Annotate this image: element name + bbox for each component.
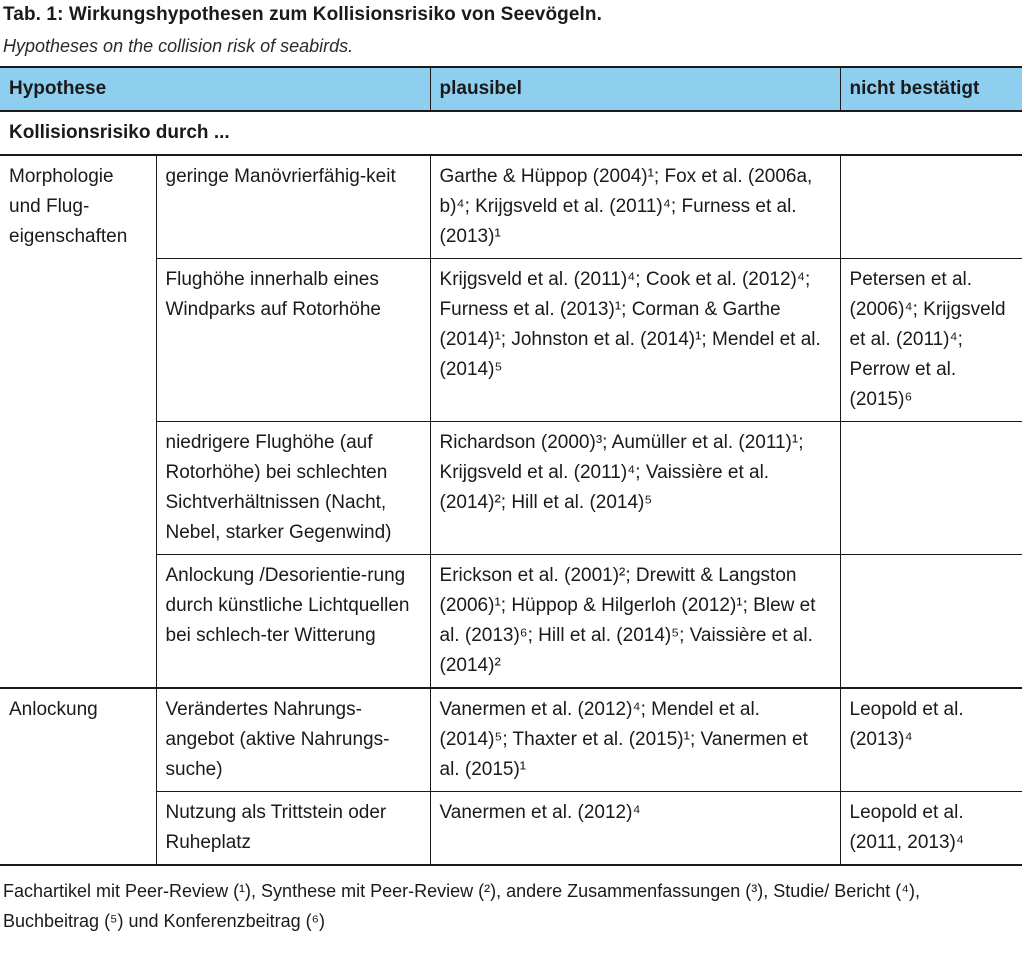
hypothesis-cell: Verändertes Nahrungs-angebot (aktive Nahrungs-suche) [156,688,430,792]
not-confirmed-cell: Petersen et al. (2006)⁴; Krijgsveld et al. (2011)⁴; Perrow et al. (2015)⁶ [840,259,1022,422]
hypothesis-cell: Anlockung /Desorientie-rung durch künstliche Lichtquellen bei schlech-ter Witterung [156,555,430,689]
hypotheses-table [0,66,1022,866]
table-footnote: Fachartikel mit Peer-Review (¹), Synthese mit Peer-Review (²), andere Zusammenfassungen (³), Studie/ Bericht (⁴), Buchbeitrag (⁵) und Konferenzbeitrag (⁶) [3,881,921,931]
plausible-cell: Vanermen et al. (2012)⁴; Mendel et al. (2014)⁵; Thaxter et al. (2015)¹; Vanermen et al. (2015)¹ [430,688,840,792]
header-plausibel: plausibel [430,67,840,111]
table-row [0,155,1022,259]
group-label-anlockung: Anlockung [0,688,156,865]
not-confirmed-cell [840,155,1022,259]
group-label-morphologie: Morphologie und Flug-eigenschaften [0,155,156,688]
table-caption-subtitle: Hypotheses on the collision risk of seabirds. [3,36,354,56]
not-confirmed-cell: Leopold et al. (2011, 2013)⁴ [840,792,1022,866]
hypothesis-cell: niedrigere Flughöhe (auf Rotorhöhe) bei schlechten Sichtverhältnissen (Nacht, Nebel, starker Gegenwind) [156,422,430,555]
plausible-cell: Krijgsveld et al. (2011)⁴; Cook et al. (2012)⁴; Furness et al. (2013)¹; Corman & Garthe (2014)¹; Johnston et al. (2014)¹; Mendel et al. (2014)⁵ [430,259,840,422]
table-caption-title: Tab. 1: Wirkungshypothesen zum Kollisionsrisiko von Seevögeln. [3,4,603,25]
hypothesis-cell: Nutzung als Trittstein oder Ruheplatz [156,792,430,866]
not-confirmed-cell: Leopold et al. (2013)⁴ [840,688,1022,792]
hypothesis-cell: geringe Manövrierfähig-keit [156,155,430,259]
section-label: Kollisionsrisiko durch ... [0,111,1022,155]
section-row [0,111,1022,155]
header-hypothese: Hypothese [0,67,430,111]
plausible-cell: Garthe & Hüppop (2004)¹; Fox et al. (2006a, b)⁴; Krijgsveld et al. (2011)⁴; Furness et al. (2013)¹ [430,155,840,259]
plausible-cell: Erickson et al. (2001)²; Drewitt & Langston (2006)¹; Hüppop & Hilgerloh (2012)¹; Blew et al. (2013)⁶; Hill et al. (2014)⁵; Vaissière et al. (2014)² [430,555,840,689]
not-confirmed-cell [840,555,1022,689]
plausible-cell: Vanermen et al. (2012)⁴ [430,792,840,866]
table-row [0,688,1022,792]
not-confirmed-cell [840,422,1022,555]
header-nicht-bestaetigt: nicht bestätigt [840,67,1022,111]
hypothesis-cell: Flughöhe innerhalb eines Windparks auf Rotorhöhe [156,259,430,422]
table-header-row [0,67,1022,111]
plausible-cell: Richardson (2000)³; Aumüller et al. (2011)¹; Krijgsveld et al. (2011)⁴; Vaissière et al. (2014)²; Hill et al. (2014)⁵ [430,422,840,555]
